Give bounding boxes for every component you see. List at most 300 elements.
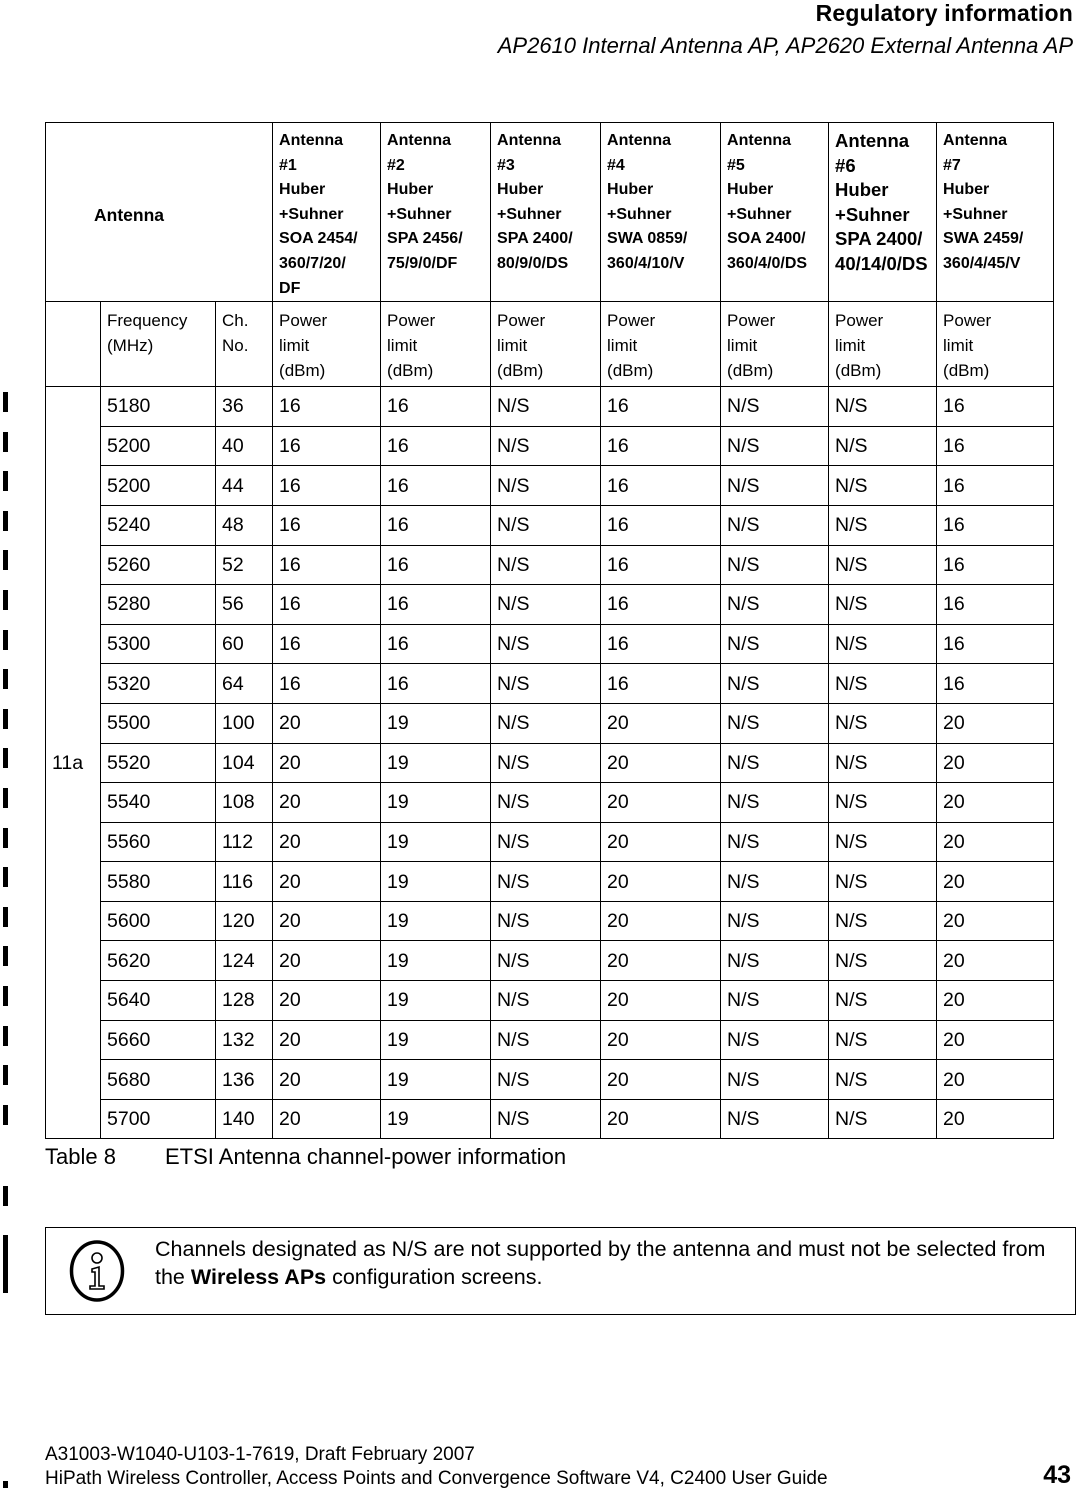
power-limit-cell: N/S xyxy=(491,703,601,743)
power-limit-cell: 16 xyxy=(381,466,491,506)
power-limit-cell: 19 xyxy=(381,1020,491,1060)
power-limit-cell: 16 xyxy=(937,585,1054,625)
power-limit-cell: N/S xyxy=(491,822,601,862)
power-limit-cell: 16 xyxy=(937,466,1054,506)
antenna-label: Antenna xyxy=(46,123,273,302)
power-limit-cell: N/S xyxy=(721,743,829,783)
power-limit-cell: 16 xyxy=(601,545,721,585)
power-limit-cell: 20 xyxy=(273,822,381,862)
antenna-model3: DF xyxy=(279,279,301,297)
channel-power-table xyxy=(45,122,1079,1139)
channel-cell: 60 xyxy=(216,624,273,664)
antenna-maker2: +Suhner xyxy=(727,205,792,223)
power-limit-cell: N/S xyxy=(721,545,829,585)
frequency-cell: 5660 xyxy=(101,1020,216,1060)
power-limit-cell: N/S xyxy=(491,1060,601,1100)
change-bar xyxy=(3,511,8,531)
power-limit-cell: 20 xyxy=(937,1020,1054,1060)
power-limit-cell: 16 xyxy=(381,664,491,704)
power-limit-cell: N/S xyxy=(721,822,829,862)
power-limit-cell: N/S xyxy=(491,664,601,704)
subheader-line: (MHz) xyxy=(107,336,154,356)
table-body xyxy=(46,302,1079,1139)
channel-cell: 104 xyxy=(216,743,273,783)
power-limit-cell: 16 xyxy=(601,505,721,545)
power-limit-cell: N/S xyxy=(829,426,937,466)
power-limit-cell: N/S xyxy=(491,1099,601,1139)
subheader-line: limit xyxy=(943,336,974,356)
blank-header xyxy=(46,302,101,387)
power-limit-cell: N/S xyxy=(721,1099,829,1139)
subheader-line: (dBm) xyxy=(943,361,990,381)
antenna-word: Antenna xyxy=(497,132,562,149)
power-limit-cell: N/S xyxy=(721,1060,829,1100)
frequency-cell: 5520 xyxy=(101,743,216,783)
power-limit-cell: 19 xyxy=(381,743,491,783)
power-limit-cell: 16 xyxy=(601,426,721,466)
frequency-cell: 5200 xyxy=(101,426,216,466)
antenna-header-1 xyxy=(273,123,381,302)
frequency-cell: 5700 xyxy=(101,1099,216,1139)
power-limit-cell: 19 xyxy=(381,703,491,743)
frequency-cell: 5180 xyxy=(101,387,216,427)
antenna-maker1: Huber xyxy=(607,181,654,199)
antenna-maker1: Huber xyxy=(387,181,434,199)
frequency-cell: 5560 xyxy=(101,822,216,862)
change-bar xyxy=(3,867,8,887)
power-limit-cell: N/S xyxy=(491,941,601,981)
power-limit-cell: N/S xyxy=(829,624,937,664)
caption-number: Table 8 xyxy=(45,1144,116,1169)
channel-cell: 116 xyxy=(216,862,273,902)
antenna-model2: 360/4/0/DS xyxy=(727,254,808,272)
antenna-maker1: Huber xyxy=(943,181,990,199)
subheader-line: limit xyxy=(835,336,866,356)
channel-cell: 140 xyxy=(216,1099,273,1139)
change-bar xyxy=(3,709,8,729)
change-bar xyxy=(3,1026,8,1046)
power-limit-cell: 20 xyxy=(601,1060,721,1100)
antenna-header-7 xyxy=(937,123,1054,302)
change-bar xyxy=(3,392,8,412)
change-bar xyxy=(3,986,8,1006)
table-row xyxy=(46,545,1079,585)
power-limit-cell: 16 xyxy=(273,387,381,427)
table-caption xyxy=(45,1144,566,1170)
channel-cell: 128 xyxy=(216,981,273,1021)
channel-cell: 124 xyxy=(216,941,273,981)
power-limit-cell: 20 xyxy=(601,862,721,902)
caption-text: ETSI Antenna channel-power information xyxy=(165,1144,567,1169)
power-limit-cell: N/S xyxy=(721,941,829,981)
table-row xyxy=(46,664,1079,704)
power-limit-cell: 20 xyxy=(273,981,381,1021)
power-limit-cell: N/S xyxy=(829,822,937,862)
power-limit-cell: N/S xyxy=(829,703,937,743)
power-limit-cell: N/S xyxy=(829,466,937,506)
power-limit-header xyxy=(273,302,381,387)
band-label: 11a xyxy=(46,387,101,1139)
frequency-cell: 5620 xyxy=(101,941,216,981)
channel-cell: 112 xyxy=(216,822,273,862)
power-limit-cell: N/S xyxy=(721,664,829,704)
power-limit-header xyxy=(381,302,491,387)
power-limit-cell: 20 xyxy=(601,783,721,823)
antenna-header-row xyxy=(46,123,1079,302)
power-limit-cell: 20 xyxy=(601,1020,721,1060)
subheader-line: Frequency xyxy=(107,311,188,331)
power-limit-cell: 19 xyxy=(381,981,491,1021)
table-row xyxy=(46,1060,1079,1100)
power-limit-header xyxy=(721,302,829,387)
power-limit-cell: 16 xyxy=(937,545,1054,585)
table-row xyxy=(46,387,1079,427)
power-limit-cell: 16 xyxy=(937,426,1054,466)
change-bar xyxy=(3,1105,8,1125)
power-limit-cell: N/S xyxy=(829,901,937,941)
power-limit-cell: 16 xyxy=(381,505,491,545)
antenna-model2: 75/9/0/DF xyxy=(387,254,458,272)
power-limit-cell: 19 xyxy=(381,822,491,862)
change-bar xyxy=(3,669,8,689)
subheader-line: Power xyxy=(279,311,328,331)
channel-header xyxy=(216,302,273,387)
power-limit-cell: 20 xyxy=(937,1060,1054,1100)
power-limit-cell: N/S xyxy=(721,426,829,466)
subheader-line: limit xyxy=(497,336,528,356)
change-bar xyxy=(3,590,8,610)
antenna-word: Antenna xyxy=(279,132,344,149)
power-limit-cell: 20 xyxy=(273,862,381,902)
antenna-model1: SOA 2400/ xyxy=(727,230,806,248)
table-row xyxy=(46,822,1079,862)
power-limit-cell: N/S xyxy=(721,624,829,664)
power-limit-header xyxy=(937,302,1054,387)
antenna-model1: SPA 2456/ xyxy=(387,230,463,248)
channel-cell: 136 xyxy=(216,1060,273,1100)
power-limit-cell: N/S xyxy=(721,862,829,902)
antenna-model1: SPA 2400/ xyxy=(835,228,923,250)
frequency-cell: 5500 xyxy=(101,703,216,743)
power-limit-cell: 20 xyxy=(273,743,381,783)
frequency-header xyxy=(101,302,216,387)
frequency-cell: 5200 xyxy=(101,466,216,506)
power-limit-cell: N/S xyxy=(491,545,601,585)
units-header-row xyxy=(46,302,1079,387)
power-limit-cell: 20 xyxy=(601,901,721,941)
frequency-cell: 5600 xyxy=(101,901,216,941)
power-limit-cell: 16 xyxy=(273,585,381,625)
table-row xyxy=(46,624,1079,664)
power-limit-cell: 19 xyxy=(381,783,491,823)
power-limit-cell: 16 xyxy=(937,387,1054,427)
info-icon xyxy=(68,1239,126,1303)
subheader-line: limit xyxy=(727,336,758,356)
power-limit-cell: 16 xyxy=(381,624,491,664)
table-row xyxy=(46,1020,1079,1060)
power-limit-cell: 16 xyxy=(601,387,721,427)
note-text xyxy=(155,1235,1055,1291)
antenna-maker2: +Suhner xyxy=(387,205,452,223)
table-row xyxy=(46,901,1079,941)
power-limit-cell: 20 xyxy=(937,822,1054,862)
antenna-num: #4 xyxy=(607,156,625,174)
power-limit-cell: 16 xyxy=(381,545,491,585)
power-limit-cell: N/S xyxy=(721,585,829,625)
power-limit-cell: 20 xyxy=(937,1099,1054,1139)
power-limit-cell: N/S xyxy=(721,703,829,743)
table-row xyxy=(46,426,1079,466)
power-limit-cell: 16 xyxy=(937,624,1054,664)
power-limit-cell: 16 xyxy=(601,664,721,704)
antenna-num: #3 xyxy=(497,156,515,174)
power-limit-cell: 16 xyxy=(273,466,381,506)
frequency-cell: 5300 xyxy=(101,624,216,664)
power-limit-cell: 16 xyxy=(601,624,721,664)
page-header-title: Regulatory information xyxy=(815,0,1073,26)
note-text-part: configuration screens. xyxy=(326,1265,543,1289)
channel-cell: 36 xyxy=(216,387,273,427)
power-limit-cell: 16 xyxy=(273,426,381,466)
power-limit-cell: N/S xyxy=(829,387,937,427)
antenna-model1: SPA 2400/ xyxy=(497,230,573,248)
change-bar xyxy=(3,471,8,491)
power-limit-cell: 20 xyxy=(273,1020,381,1060)
power-limit-cell: N/S xyxy=(829,1020,937,1060)
power-limit-cell: 20 xyxy=(937,901,1054,941)
channel-cell: 120 xyxy=(216,901,273,941)
footer-doc-id: A31003-W1040-U103-1-7619, Draft February 2007 xyxy=(45,1444,475,1465)
antenna-word: Antenna xyxy=(607,132,672,149)
antenna-header-6 xyxy=(829,123,937,302)
antenna-header-5 xyxy=(721,123,829,302)
power-limit-cell: 16 xyxy=(381,585,491,625)
frequency-cell: 5540 xyxy=(101,783,216,823)
power-limit-cell: 20 xyxy=(937,743,1054,783)
power-limit-cell: N/S xyxy=(829,862,937,902)
change-bar xyxy=(3,432,8,452)
power-limit-cell: 16 xyxy=(273,545,381,585)
antenna-word: Antenna xyxy=(835,130,910,151)
power-limit-cell: N/S xyxy=(491,901,601,941)
power-limit-cell: 20 xyxy=(273,783,381,823)
antenna-num: #1 xyxy=(279,156,297,174)
power-limit-cell: 19 xyxy=(381,862,491,902)
power-limit-cell: N/S xyxy=(829,981,937,1021)
subheader-line: No. xyxy=(222,336,249,356)
subheader-line: limit xyxy=(607,336,638,356)
power-limit-cell: 20 xyxy=(601,703,721,743)
subheader-line: Power xyxy=(497,311,546,331)
change-bar xyxy=(3,1186,8,1206)
table-row xyxy=(46,505,1079,545)
power-limit-cell: 16 xyxy=(273,505,381,545)
power-limit-header xyxy=(829,302,937,387)
antenna-maker2: +Suhner xyxy=(279,205,344,223)
power-limit-cell: 19 xyxy=(381,1060,491,1100)
power-limit-cell: 16 xyxy=(601,585,721,625)
antenna-model2: 360/4/45/V xyxy=(943,254,1021,272)
subheader-line: (dBm) xyxy=(835,361,882,381)
power-limit-cell: 19 xyxy=(381,901,491,941)
power-limit-cell: N/S xyxy=(829,664,937,704)
change-bar xyxy=(3,1235,8,1293)
power-limit-cell: 20 xyxy=(273,1099,381,1139)
antenna-model2: 40/14/0/DS xyxy=(835,252,928,274)
power-limit-cell: N/S xyxy=(829,743,937,783)
frequency-cell: 5320 xyxy=(101,664,216,704)
antenna-maker2: +Suhner xyxy=(835,203,910,225)
footer-doc-title: HiPath Wireless Controller, Access Points and Convergence Software V4, C2400 User Guide xyxy=(45,1468,828,1489)
frequency-cell: 5260 xyxy=(101,545,216,585)
power-limit-cell: N/S xyxy=(829,505,937,545)
power-limit-cell: 20 xyxy=(273,941,381,981)
frequency-cell: 5280 xyxy=(101,585,216,625)
channel-cell: 64 xyxy=(216,664,273,704)
power-limit-cell: 19 xyxy=(381,1099,491,1139)
power-limit-cell: 20 xyxy=(937,981,1054,1021)
change-bar xyxy=(3,907,8,927)
subheader-line: (dBm) xyxy=(387,361,434,381)
antenna-maker1: Huber xyxy=(835,179,889,201)
power-limit-cell: N/S xyxy=(721,981,829,1021)
channel-cell: 44 xyxy=(216,466,273,506)
power-limit-cell: N/S xyxy=(829,585,937,625)
change-bar xyxy=(3,788,8,808)
channel-cell: 108 xyxy=(216,783,273,823)
power-limit-cell: N/S xyxy=(491,783,601,823)
power-limit-cell: N/S xyxy=(829,941,937,981)
antenna-model1: SOA 2454/ xyxy=(279,230,358,248)
antenna-maker1: Huber xyxy=(497,181,544,199)
power-limit-cell: N/S xyxy=(829,545,937,585)
power-limit-cell: N/S xyxy=(721,466,829,506)
power-limit-cell: 20 xyxy=(937,703,1054,743)
change-bar xyxy=(3,1481,8,1488)
power-limit-cell: N/S xyxy=(491,585,601,625)
page-number: 43 xyxy=(1043,1461,1071,1489)
antenna-maker2: +Suhner xyxy=(497,205,562,223)
antenna-header-3 xyxy=(491,123,601,302)
table-row xyxy=(46,783,1079,823)
power-limit-cell: 20 xyxy=(601,941,721,981)
power-limit-header xyxy=(601,302,721,387)
antenna-maker1: Huber xyxy=(727,181,774,199)
power-limit-cell: 20 xyxy=(601,1099,721,1139)
antenna-model2: 360/7/20/ xyxy=(279,254,346,272)
table-row xyxy=(46,585,1079,625)
power-limit-cell: 20 xyxy=(937,783,1054,823)
page-header-subtitle: AP2610 Internal Antenna AP, AP2620 External Antenna AP xyxy=(497,33,1073,58)
power-limit-header xyxy=(491,302,601,387)
frequency-cell: 5240 xyxy=(101,505,216,545)
channel-cell: 100 xyxy=(216,703,273,743)
power-limit-cell: 20 xyxy=(273,1060,381,1100)
power-limit-cell: 20 xyxy=(601,981,721,1021)
subheader-line: Power xyxy=(607,311,656,331)
power-limit-cell: 19 xyxy=(381,941,491,981)
subheader-line: limit xyxy=(279,336,310,356)
frequency-cell: 5580 xyxy=(101,862,216,902)
power-limit-cell: 20 xyxy=(937,941,1054,981)
note-text-part: Channels designated as N/S are not supported by the antenna and must not be selected from the xyxy=(155,1237,1046,1289)
power-limit-cell: N/S xyxy=(491,505,601,545)
power-limit-cell: N/S xyxy=(491,1020,601,1060)
change-bar xyxy=(3,630,8,650)
channel-cell: 48 xyxy=(216,505,273,545)
antenna-model2: 80/9/0/DS xyxy=(497,254,569,272)
power-limit-cell: N/S xyxy=(491,981,601,1021)
change-bar xyxy=(3,1065,8,1085)
antenna-num: #5 xyxy=(727,156,745,174)
note-bold-term: Wireless APs xyxy=(190,1265,327,1289)
power-limit-cell: 20 xyxy=(601,743,721,783)
power-limit-cell: 16 xyxy=(937,505,1054,545)
change-bar xyxy=(3,550,8,570)
channel-cell: 52 xyxy=(216,545,273,585)
antenna-header-2 xyxy=(381,123,491,302)
subheader-line: Power xyxy=(727,311,776,331)
power-limit-cell: N/S xyxy=(829,1099,937,1139)
power-limit-cell: 20 xyxy=(273,703,381,743)
subheader-line: (dBm) xyxy=(279,361,326,381)
table-row xyxy=(46,466,1079,506)
note-box xyxy=(45,1227,1076,1315)
power-limit-cell: 20 xyxy=(601,822,721,862)
frequency-cell: 5680 xyxy=(101,1060,216,1100)
antenna-num: #6 xyxy=(835,154,856,176)
power-limit-cell: 16 xyxy=(273,664,381,704)
antenna-model1: SWA 2459/ xyxy=(943,230,1024,248)
subheader-line: Power xyxy=(943,311,992,331)
power-limit-cell: 16 xyxy=(937,664,1054,704)
antenna-num: #7 xyxy=(943,156,961,174)
power-limit-cell: 20 xyxy=(273,901,381,941)
power-limit-cell: N/S xyxy=(491,466,601,506)
frequency-cell: 5640 xyxy=(101,981,216,1021)
antenna-word: Antenna xyxy=(943,132,1008,149)
antenna-maker2: +Suhner xyxy=(943,205,1008,223)
power-limit-cell: N/S xyxy=(721,505,829,545)
antenna-maker2: +Suhner xyxy=(607,205,672,223)
antenna-word: Antenna xyxy=(387,132,452,149)
channel-cell: 132 xyxy=(216,1020,273,1060)
table-row xyxy=(46,703,1079,743)
antenna-word: Antenna xyxy=(727,132,792,149)
power-limit-cell: N/S xyxy=(491,862,601,902)
power-limit-cell: 16 xyxy=(381,426,491,466)
subheader-line: (dBm) xyxy=(727,361,774,381)
power-limit-cell: N/S xyxy=(829,783,937,823)
subheader-line: Power xyxy=(387,311,436,331)
table-row xyxy=(46,941,1079,981)
antenna-maker1: Huber xyxy=(279,181,326,199)
power-limit-cell: N/S xyxy=(721,387,829,427)
change-bar xyxy=(3,828,8,848)
change-bar xyxy=(3,946,8,966)
power-limit-cell: 16 xyxy=(381,387,491,427)
antenna-header-4 xyxy=(601,123,721,302)
channel-cell: 56 xyxy=(216,585,273,625)
table-row xyxy=(46,743,1079,783)
power-limit-cell: N/S xyxy=(491,624,601,664)
power-limit-cell: N/S xyxy=(721,1020,829,1060)
antenna-num: #2 xyxy=(387,156,405,174)
table-row xyxy=(46,981,1079,1021)
power-limit-cell: N/S xyxy=(491,387,601,427)
antenna-model2: 360/4/10/V xyxy=(607,254,685,272)
power-limit-cell: 16 xyxy=(601,466,721,506)
